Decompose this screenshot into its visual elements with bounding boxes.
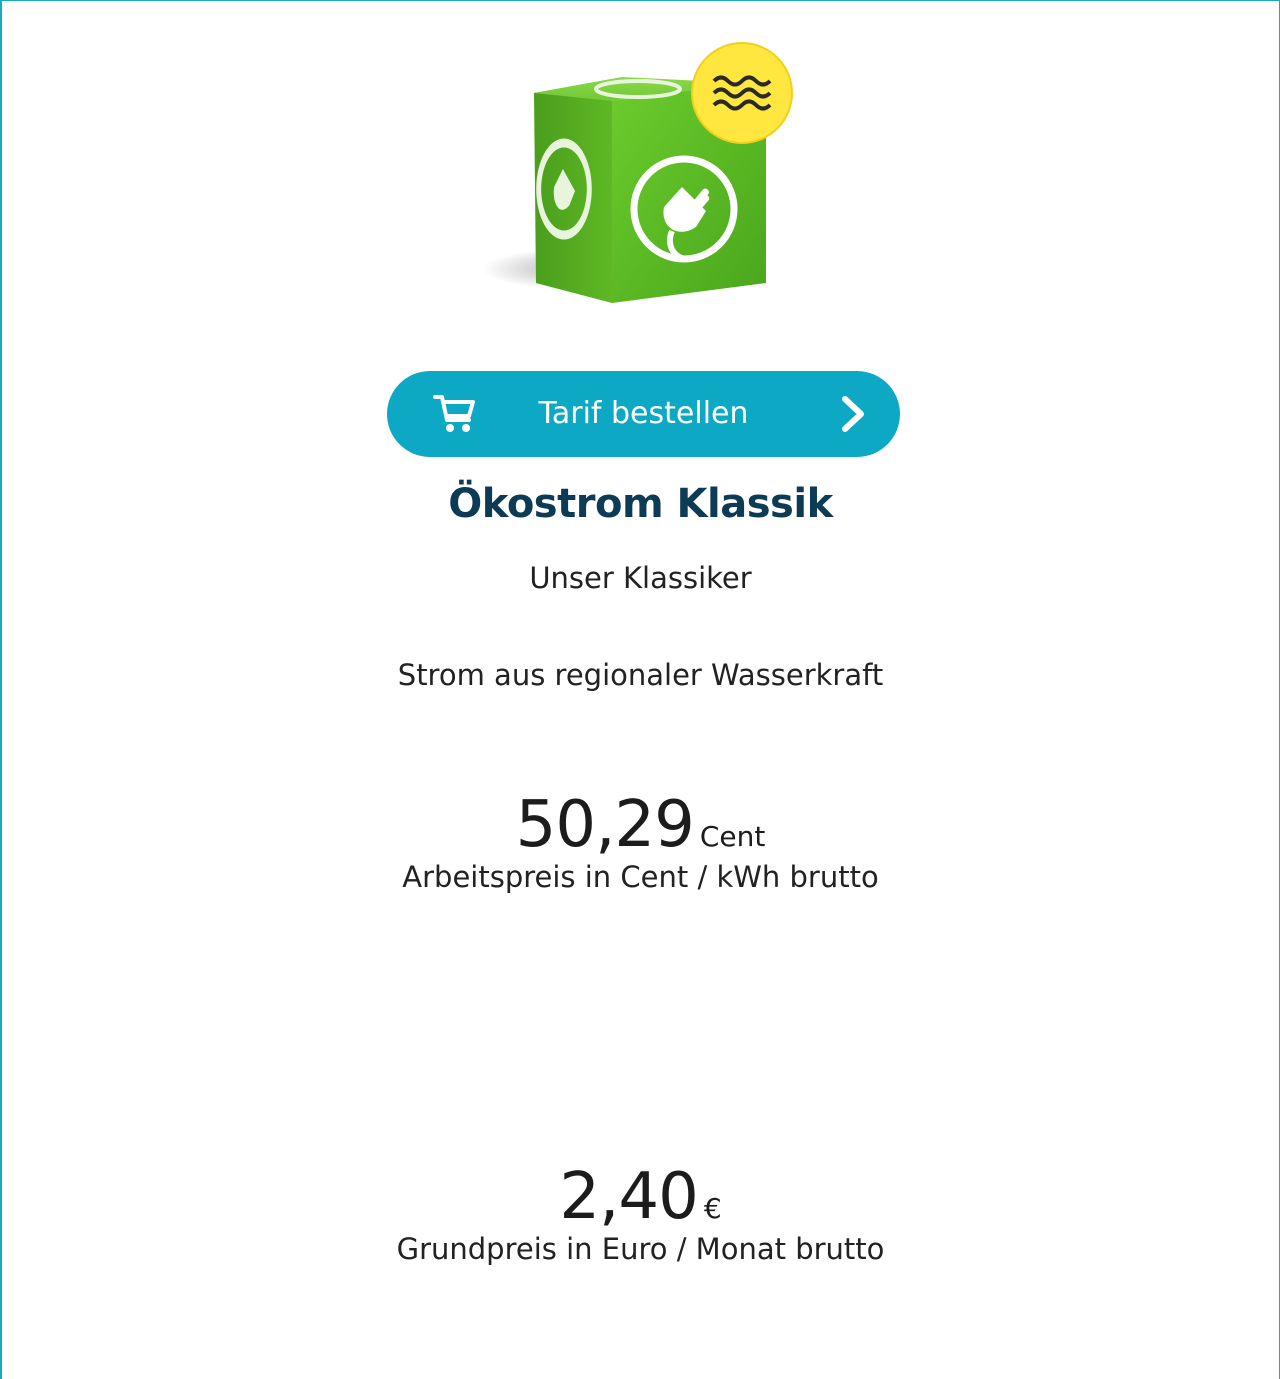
base-price-value: 2,40 [559,1160,698,1234]
chevron-right-icon [833,393,873,435]
tariff-description: Strom aus regionaler Wasserkraft [397,658,884,692]
water-waves-icon [692,43,792,143]
work-price-caption: Arbeitspreis in Cent / kWh brutto [402,860,879,894]
work-price-block [2,787,1279,897]
work-price-unit: Cent [699,820,766,853]
base-price-caption: Grundpreis in Euro / Monat brutto [396,1232,885,1266]
tariff-tagline: Unser Klassiker [529,561,752,595]
tariff-hero-icon [472,31,812,321]
work-price-value: 50,29 [515,788,694,862]
order-tariff-button-label: Tarif bestellen [538,396,749,431]
base-price-unit: € [703,1192,722,1225]
tariff-name: Ökostrom Klassik [448,481,833,527]
base-price-block [2,1159,1279,1269]
order-tariff-button[interactable] [387,371,900,457]
